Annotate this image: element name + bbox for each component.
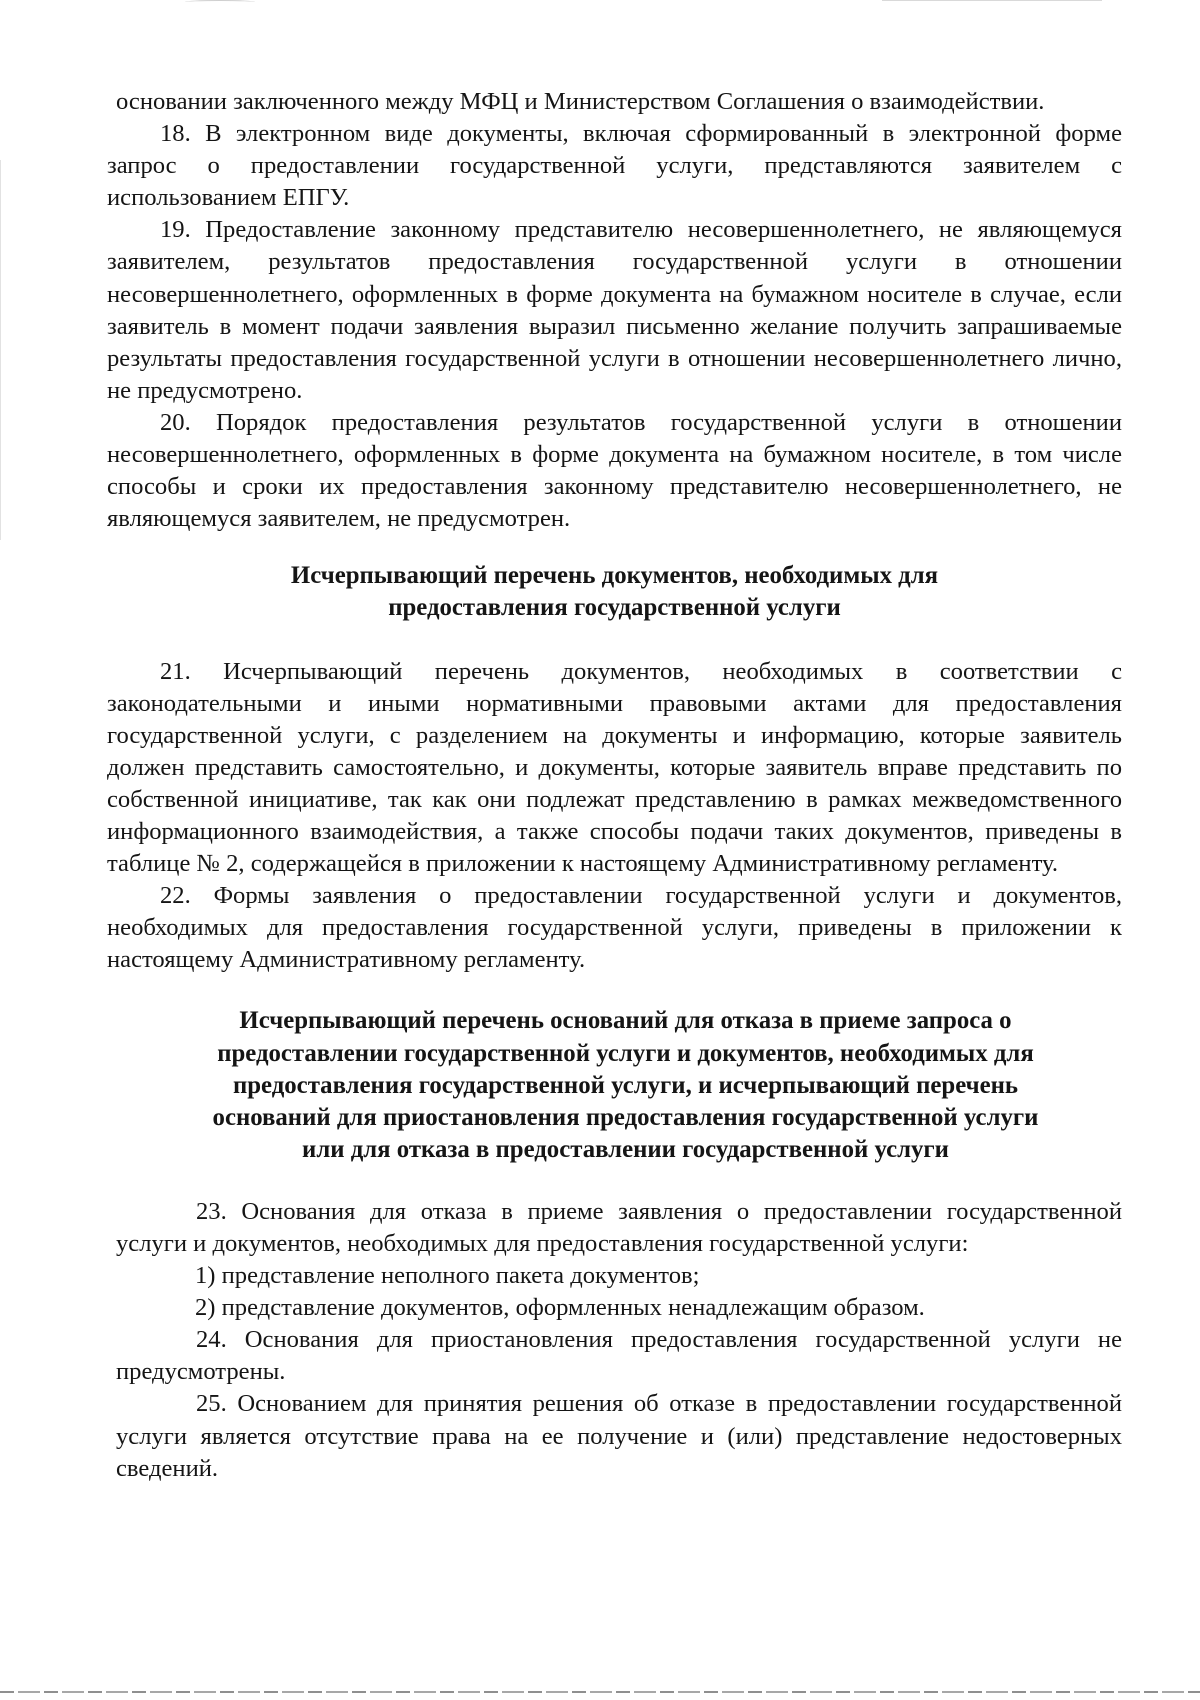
heading-line: предоставлении государственной услуги и документов, необходимых для [217,1039,1034,1067]
heading-line: или для отказа в предоставлении государственной услуги [302,1135,949,1163]
paragraph-23-item-2: 2) представление документов, оформленных ненадлежащим образом. [195,1294,925,1322]
section-heading-documents [107,560,1122,624]
paragraph-20: 20. Порядок предоставления результатов государственной услуги в отношении несовершеннолетнего, оформленных в форме документа на бумажном носителе, в том числе способы и сроки их предоставления законному представителю несовершеннолетнего, не являющемуся заявителем, не предусмотрен. [107,408,1122,533]
paragraph-24: 24. Основания для приостановления предоставления государственной услуги не предусмотрены. [116,1326,1122,1386]
section-heading-refusal-grounds [107,1005,1122,1165]
heading-line: Исчерпывающий перечень оснований для отказа в приеме запроса о [239,1007,1012,1035]
paragraph-23-item-1: 1) представление неполного пакета документов; [195,1262,700,1290]
paragraph-22: 22. Формы заявления о предоставлении государственной услуги и документов, необходимых для предоставления государственной услуги, приведены в приложении к настоящему Административному регламенту. [107,882,1122,974]
heading-line: предоставления государственной услуги, и исчерпывающий перечень [232,1071,1018,1099]
paragraph-18: 18. В электронном виде документы, включая сформированный в электронной форме запрос о предоставлении государственной услуги, представляются заявителем с использованием ЕПГУ. [107,120,1122,212]
paragraph-25: 25. Основанием для принятия решения об отказе в предоставлении государственной услуги является отсутствие права на ее получение и (или) представление недостоверных сведений. [116,1390,1122,1482]
paragraph-21: 21. Исчерпывающий перечень документов, необходимых в соответствии с законодательными и иными нормативными правовыми актами для предоставления государственной услуги, с разделением на документы и информацию, которые заявитель должен представить самостоятельно, и документы, которые заявитель вправе представить по собственной инициативе, так как они подлежат представлению в рамках межведомственного информационного взаимодействия, а также способы подачи таких документов, приведены в таблице № 2, содержащейся в приложении к настоящему Административному регламенту. [107,657,1122,878]
document-body [107,86,1122,1485]
scan-artifact [882,0,1102,1]
paragraph-17-continuation: основании заключенного между МФЦ и Министерством Соглашения о взаимодействии. [116,88,1045,115]
scan-artifact [0,160,1,540]
heading-line: Исчерпывающий перечень документов, необходимых для [290,562,939,590]
scan-artifact [0,1691,1200,1693]
heading-line: оснований для приостановления предоставления государственной услуги [212,1103,1039,1131]
paragraph-23: 23. Основания для отказа в приеме заявления о предоставлении государственной услуги и документов, необходимых для предоставления государственной услуги: [116,1197,1122,1257]
heading-line: предоставления государственной услуги [388,594,841,622]
scan-artifact [185,0,255,4]
paragraph-19: 19. Предоставление законному представителю несовершеннолетнего, не являющемуся заявителем, результатов предоставления государственной услуги в отношении несовершеннолетнего, оформленных в форме документа на бумажном носителе в случае, если заявитель в момент подачи заявления выразил письменно желание получить запрашиваемые результаты предоставления государственной услуги в отношении несовершеннолетнего лично, не предусмотрено. [107,216,1122,404]
